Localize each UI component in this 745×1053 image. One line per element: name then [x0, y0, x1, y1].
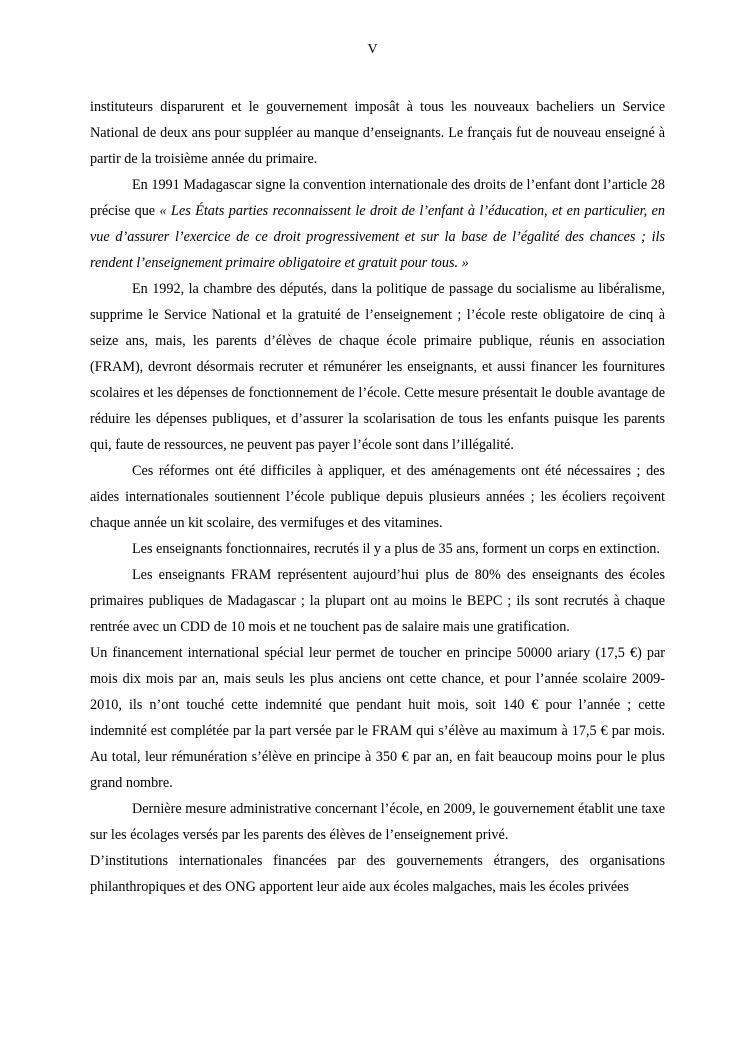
article-28-quote: « Les États parties reconnaissent le droit de l’enfant à l’éducation, et en particulier, en vue d’assurer l’exercice de ce droit progressivement et sur la base de l’égalité des chances ; ils rendent l’enseignement primaire obligatoire et gratuit pour tous. »	[90, 203, 665, 271]
paragraph-civil-servant-teachers: Les enseignants fonctionnaires, recrutés il y a plus de 35 ans, forment un corps en extinction.	[132, 541, 660, 557]
paragraph-reform-1992: En 1992, la chambre des députés, dans la politique de passage du socialisme au libéralisme, supprime le Service National et la gratuité de l’enseignement ; l’école reste obligatoire de cinq à seize ans, mais, les parents d’élèves de chaque école primaire publique, réunis en association (FRAM), devront désormais recruter et rémunérer les enseignants, et aussi financer les fournitures scolaires et les dépenses de fonctionnement de l’école. Cette mesure présentait le double avantage de réduire les dépenses publiques, et d’assurer la scolarisation de tous les enfants puisque les parents qui, faute de ressources, ne peuvent pas payer l’école sont dans l’illégalité.	[90, 281, 665, 453]
document-body	[90, 94, 665, 900]
paragraph-intro-text: En 1991 Madagascar signe la convention internationale des droits de l’enfant dont l’article 28 précise que	[90, 177, 665, 219]
paragraph-continuation: instituteurs disparurent et le gouvernement imposât à tous les nouveaux bacheliers un Service National de deux ans pour suppléer au manque d’enseignants. Le français fut de nouveau enseigné à partir de la troisième année du primaire.	[90, 99, 665, 167]
paragraph-reforms-difficulties: Ces réformes ont été difficiles à appliquer, et des aménagements ont été nécessaires ; des aides internationales soutiennent l’école publique depuis plusieurs années ; les écoliers reçoivent chaque année un kit scolaire, des vermifuges et des vitamines.	[90, 463, 665, 531]
paragraph-fram-teachers: Les enseignants FRAM représentent aujourd’hui plus de 80% des enseignants des écoles primaires publiques de Madagascar ; la plupart ont au moins le BEPC ; ils sont recrutés à chaque rentrée avec un CDD de 10 mois et ne touchent pas de salaire mais une gratification.	[90, 567, 665, 635]
page-number: V	[367, 42, 378, 57]
paragraph-convention-1991	[90, 172, 665, 276]
paragraph-international-aid: D’institutions internationales financées par des gouvernements étrangers, des organisations philanthropiques et des ONG apportent leur aide aux écoles malgaches, mais les écoles privées	[90, 853, 665, 895]
paragraph-tax-2009: Dernière mesure administrative concernant l’école, en 2009, le gouvernement établit une taxe sur les écolages versés par les parents des élèves de l’enseignement privé.	[90, 801, 665, 843]
paragraph-funding: Un financement international spécial leur permet de toucher en principe 50000 ariary (17,5 €) par mois dix mois par an, mais seuls les plus anciens ont cette chance, et pour l’année scolaire 2009-2010, ils n’ont touché cette indemnité que pendant huit mois, soit 140 € pour l’année ; cette indemnité est complétée par la part versée par le FRAM qui s’élève au maximum à 17,5 € par mois. Au total, leur rémunération s’élève en principe à 350 € par an, en fait beaucoup moins pour le plus grand nombre.	[90, 645, 665, 791]
